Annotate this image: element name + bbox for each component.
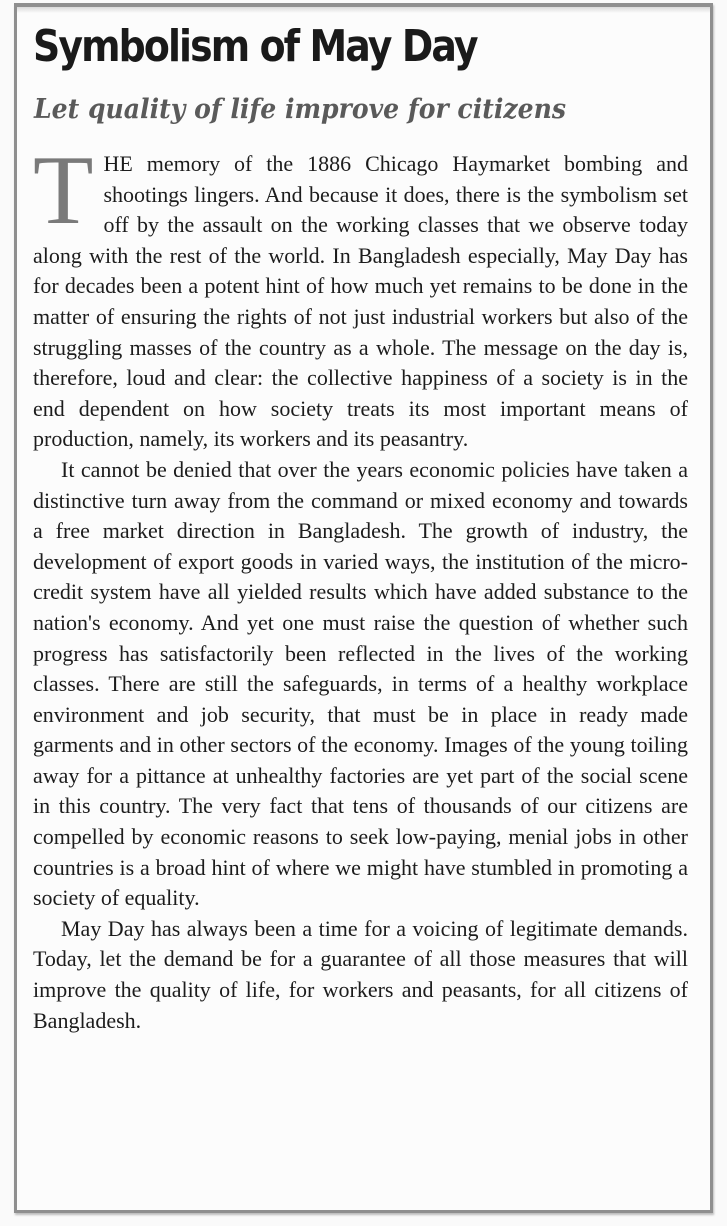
top-edge-strip — [17, 7, 710, 13]
article-frame — [14, 3, 713, 1213]
paragraph-1-text: HE memory of the 1886 Chicago Haymarket bombing and shootings lingers. And because it does, there is the symbolism set off by the assault on the working classes that we observe today along with the rest of the world. In Bangladesh especially, May Day has for decades been a potent hint of how much yet remains to be done in the matter of ensuring the rights of not just industrial workers but also of the struggling masses of the country as a whole. The message on the day is, therefore, loud and clear: the collective happiness of a society is in the end dependent on how society treats its most important means of production, namely, its workers and its peasantry. — [33, 151, 688, 452]
drop-cap: T — [33, 136, 94, 245]
paragraph-3: May Day has always been a time for a voicing of legitimate demands. Today, let the demand be for a guarantee of all those measures that will improve the quality of life, for workers and peasants, for all citizens of Bangladesh. — [33, 915, 688, 1033]
paragraph-2: It cannot be denied that over the years economic policies have taken a distinctive turn away from the command or mixed economy and towards a free market direction in Bangladesh. The growth of industry, the development of export goods in varied ways, the institution of the micro-credit system have all yielded results which have added substance to the nation's economy. And yet one must raise the question of whether such progress has satisfactorily been reflected in the lives of the working classes. There are still the safeguards, in terms of a healthy workplace environment and job security, that must be in place in ready made garments and in other sectors of the economy. Images of the young toiling away for a pittance at unhealthy factories are yet part of the social scene in this country. The very fact that tens of thousands of our citizens are compelled by economic reasons to seek low-paying, menial jobs in other countries is a broad hint of where we might have stumbled in promoting a society of equality. — [33, 456, 688, 911]
headline: Symbolism of May Day — [33, 21, 477, 72]
article-body — [33, 136, 688, 1036]
subheadline: Let quality of life improve for citizens — [34, 94, 567, 125]
paragraph-1 — [33, 136, 688, 455]
